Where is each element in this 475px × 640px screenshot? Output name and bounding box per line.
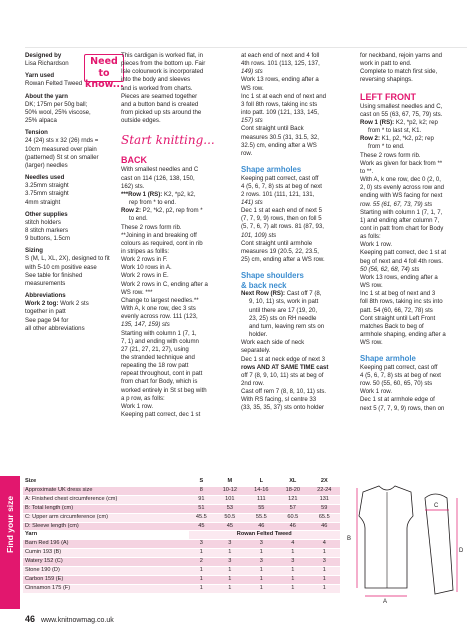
- text-line: Work 13 rows, ending after a: [360, 273, 438, 281]
- text-line: Cast off rem 7 (8, 8, 10, 11) sts.: [241, 388, 327, 396]
- text-line: 25) cm, ending after a WS row.: [241, 256, 325, 264]
- text-line: Work as given for back from **: [360, 159, 443, 167]
- measurement-row: [23, 513, 340, 522]
- badge-text: Need to know...: [85, 56, 124, 90]
- text-line: Pieces are seamed together: [121, 92, 198, 100]
- text-line: measures 19 (20.5, 22, 23.5,: [241, 247, 319, 255]
- column-2: [121, 52, 229, 419]
- need-to-know-badge: [84, 54, 124, 90]
- text-line: Change to largest needles.**: [121, 296, 199, 304]
- value-cell: 3: [214, 558, 245, 567]
- stitch-count: 149) sts: [241, 68, 263, 76]
- stitch-count: 157) sts: [241, 117, 263, 125]
- text-line: 7, 1) and ending with column: [121, 337, 199, 345]
- text-line: and a button band is created: [121, 100, 199, 108]
- text-line: Dec 1 st at neck edge of next 3: [241, 355, 326, 363]
- text-line: Keeping patt correct, cast off: [241, 174, 319, 182]
- text-line: rep from * to end.: [129, 199, 177, 207]
- page-footer: [25, 614, 114, 624]
- subsection-heading: & back neck: [241, 280, 287, 290]
- text-line: See table for finished: [25, 271, 83, 279]
- value-cell: 3: [309, 558, 340, 567]
- value-cell: 3: [246, 540, 277, 549]
- section-heading: LEFT FRONT: [360, 91, 416, 102]
- text-line: Yarn used: [25, 72, 55, 80]
- measurement-row: [23, 495, 340, 504]
- measurement-row: [23, 486, 340, 495]
- row-label-cell: Barn Red 196 (A): [23, 540, 189, 549]
- value-cell: 111: [246, 495, 277, 504]
- value-cell: 46: [309, 522, 340, 531]
- text-line: WS row.: [360, 282, 383, 290]
- yarn-row: [23, 540, 340, 549]
- text-line: WS row. ***: [121, 288, 153, 296]
- yarn-row: [23, 549, 340, 558]
- text-line: 9 buttons, 1.5cm: [25, 235, 71, 243]
- row-instruction: Cast off 7 (8,: [285, 290, 322, 298]
- value-cell: 10-12: [214, 486, 245, 495]
- value-cell: 91: [189, 495, 215, 504]
- yarn-row: [23, 567, 340, 576]
- text-line: (5, 7, 6, 7) alt rows. 81 (87, 93,: [241, 223, 324, 231]
- text-line: Work 2 rows in E.: [121, 272, 169, 280]
- value-cell: 22-24: [309, 486, 340, 495]
- value-cell: 46: [277, 522, 308, 531]
- text-line: Isle colourwork is incorporated: [121, 68, 204, 76]
- yarn-header-row: [23, 531, 340, 540]
- diagram-label-d: D: [459, 548, 464, 554]
- diagram-label-a: A: [383, 599, 388, 605]
- text-line: 8 stitch markers: [25, 226, 69, 234]
- text-line: **Joining in and breaking off: [121, 231, 197, 239]
- row-label-cell: A: Finished chest circumference (cm): [23, 495, 189, 504]
- text-line: from picked up sts around the: [121, 109, 202, 117]
- value-cell: 3: [277, 558, 308, 567]
- text-line: Cont straight until Back: [241, 125, 304, 133]
- text-line: 27 (21, 27, 21, 27), using: [121, 345, 189, 353]
- size-table: [23, 478, 340, 594]
- text-line: Dec 1 st at each end of next 5: [241, 207, 322, 215]
- text-line: Work each side of neck: [241, 339, 305, 347]
- value-cell: S: [189, 478, 215, 486]
- text-line: Rowan Felted Tweed: [25, 80, 83, 88]
- value-cell: 3: [214, 540, 245, 549]
- row-label-cell: C: Upper arm circumference (cm): [23, 513, 189, 522]
- spacer: [360, 347, 468, 354]
- text-line: 9, 10, 11) sts, work in patt: [249, 298, 319, 306]
- text-line: row. 50 (55, 60, 65, 70) sts: [360, 380, 433, 388]
- text-line: 4mm straight: [25, 198, 61, 206]
- column-1: [25, 52, 117, 333]
- text-line: for neckband, rejoin yarns and: [360, 52, 442, 59]
- text-line: next 5 (7, 7, 9, 9) rows, then on: [360, 404, 445, 412]
- header-rule: [25, 47, 467, 48]
- garment-diagram: [345, 480, 465, 605]
- text-line: 2nd row.: [241, 379, 265, 387]
- subsection-heading: Shape shoulders: [241, 271, 304, 281]
- size-header-row: [23, 478, 340, 486]
- value-cell: M: [214, 478, 245, 486]
- value-cell: 1: [277, 584, 308, 593]
- text-line: WS row.: [360, 339, 383, 347]
- row-label: Row 2:: [121, 207, 141, 215]
- text-line: With A, k one row, dec 0 (2, 0,: [360, 176, 441, 184]
- value-cell: 2: [189, 558, 215, 567]
- row-label-cell: Stone 190 (D): [23, 567, 189, 576]
- spacer: [241, 158, 354, 165]
- value-cell: 3: [189, 540, 215, 549]
- value-cell: 1: [214, 567, 245, 576]
- sleeve-outline: [425, 494, 453, 594]
- value-cell: 53: [214, 504, 245, 513]
- text-line: Designed by: [25, 52, 62, 59]
- row-label-cell: Approximate UK dress size: [23, 486, 189, 495]
- text-line: 2, 0) sts evenly across row and: [360, 184, 444, 192]
- text-line: ending with WS facing for next: [360, 192, 443, 200]
- text-line: from chart for Body, which is: [121, 378, 198, 386]
- text-line: 4th rows. 101 (113, 125, 137,: [241, 60, 320, 68]
- value-cell: 57: [277, 504, 308, 513]
- page-number: 46: [25, 614, 36, 624]
- value-cell: 46: [246, 522, 277, 531]
- text-line: the stranded technique and: [121, 354, 195, 361]
- text-line: 10cm measured over plain: [25, 145, 97, 153]
- value-cell: 1: [189, 567, 215, 576]
- text-line: 50% wool, 25% viscose,: [25, 108, 91, 116]
- row-label-cell: Cumin 193 (B): [23, 549, 189, 558]
- text-line: measurements: [25, 279, 66, 287]
- yarn-brand-cell: Rowan Felted Tweed: [189, 531, 340, 540]
- text-line: 3 foll 8th rows, taking inc sts: [241, 100, 318, 108]
- text-line: [241, 290, 354, 298]
- column-3: [241, 52, 354, 413]
- value-cell: 4: [309, 540, 340, 549]
- text-line: Inc 1 st at each end of next and: [241, 92, 327, 100]
- text-line: 24 (24) sts x 32 (26) rnds =: [25, 137, 99, 145]
- value-cell: 51: [189, 504, 215, 513]
- text-line: in stripes as follls:: [121, 247, 170, 255]
- subsection-heading: Shape armhole: [360, 354, 416, 364]
- text-line: 32.5) cm, ending after a WS: [241, 141, 317, 149]
- text-line: (patterned) St st on smaller: [25, 153, 99, 161]
- text-line: work in patt to end.: [360, 60, 412, 68]
- text-line: outside edges.: [121, 117, 161, 125]
- text-line: holder.: [249, 331, 268, 339]
- value-cell: 59: [309, 504, 340, 513]
- row-label-cell: Watery 152 (C): [23, 558, 189, 567]
- text-line: Other supplies: [25, 210, 68, 218]
- text-line: (larger) needles: [25, 161, 68, 169]
- text-line: all other abbreviations: [25, 324, 85, 332]
- text-line: S (M, L, XL, 2X), designed to fit: [25, 255, 110, 263]
- text-line: row.: [241, 149, 253, 157]
- text-line: reversing shapings.: [360, 76, 413, 84]
- text-line: together in patt: [25, 308, 66, 316]
- value-cell: 1: [214, 549, 245, 558]
- value-cell: 1: [189, 584, 215, 593]
- row-label-cell: Cinnamon 175 (F): [23, 584, 189, 593]
- text-line: to **.: [360, 167, 374, 175]
- value-cell: 55.5: [246, 513, 277, 522]
- row-label: Row 2:: [360, 135, 380, 143]
- text-line: off 7 (8, 9, 10, 11) sts at beg of: [241, 371, 324, 379]
- text-line: Abbreviations: [25, 292, 66, 300]
- row-instruction: K2, *p2, k2; rep: [394, 118, 438, 126]
- text-line: See page 94 for: [25, 316, 69, 324]
- measurement-row: [23, 522, 340, 531]
- value-cell: 1: [309, 549, 340, 558]
- row-label-cell: Carbon 159 (E): [23, 575, 189, 584]
- text-line: evenly across row. 111 (123,: [121, 313, 198, 321]
- spacer: [121, 125, 229, 132]
- text-line: [121, 207, 229, 215]
- text-line: Work 1 row.: [360, 388, 393, 396]
- value-cell: 3: [246, 558, 277, 567]
- value-cell: 1: [309, 575, 340, 584]
- text-line: from * to end.: [368, 143, 405, 151]
- value-cell: 14-16: [246, 486, 277, 495]
- text-line: These 2 rows form rib.: [121, 223, 182, 231]
- value-cell: 1: [246, 567, 277, 576]
- yarn-row: [23, 558, 340, 567]
- text-line: cast on 114 (126, 138, 150,: [121, 174, 195, 182]
- text-line: 23, 25) sts on RH needle: [249, 314, 317, 322]
- text-line: With smallest needles and C: [121, 166, 199, 174]
- text-line: beg of next and 4 foll 4th rows.: [360, 257, 443, 265]
- value-cell: 1: [246, 549, 277, 558]
- text-line: 1) and ending after column 7,: [360, 216, 440, 224]
- value-cell: 4: [277, 540, 308, 549]
- start-knitting-heading: Start knitting...: [121, 133, 215, 148]
- value-cell: 1: [277, 549, 308, 558]
- row-label: Row 1 (RS):: [360, 118, 395, 126]
- text-line: to end.: [129, 215, 148, 223]
- value-cell: XL: [277, 478, 308, 486]
- row-label: ***Row 1 (RS):: [121, 190, 163, 198]
- value-cell: 1: [214, 575, 245, 584]
- stitch-count: row. 55 (61, 67, 73, 79) sts: [360, 200, 433, 208]
- stitch-count: 141) sts: [241, 199, 263, 206]
- side-tab-label: Find your size: [5, 495, 15, 553]
- text-line: armhole shaping, ending after a: [360, 331, 446, 338]
- text-line: Lisa Richardson: [25, 60, 69, 68]
- text-line: Work 10 rows in A.: [121, 264, 172, 272]
- text-line: cast on 55 (63, 67, 75, 79) sts.: [360, 110, 443, 118]
- value-cell: 121: [277, 495, 308, 504]
- text-line: Tension: [25, 129, 48, 137]
- text-line: DK; 175m per 50g ball;: [25, 100, 88, 108]
- text-line: into the body and sleeves: [121, 76, 191, 84]
- value-cell: 2X: [309, 478, 340, 486]
- text-line: repeating the 18 row patt: [121, 362, 189, 370]
- stitch-count: 135, 147, 159) sts: [121, 321, 170, 329]
- text-line: from * to last st, K1.: [368, 127, 422, 135]
- text-line: with 5-10 cm positive ease: [25, 263, 97, 271]
- value-cell: 1: [277, 575, 308, 584]
- text-line: 162) sts.: [121, 182, 145, 190]
- find-your-size-tab: [0, 476, 20, 609]
- yarn-row: [23, 575, 340, 584]
- row-instruction: K2, *p2, k2,: [162, 190, 196, 198]
- text-line: (33, 35, 35, 37) sts onto holder: [241, 404, 324, 412]
- text-line: stitch holders: [25, 218, 61, 226]
- text-line: [25, 300, 117, 308]
- subsection-heading: Shape armholes: [241, 165, 302, 175]
- text-line: Cont straight until armhole: [241, 239, 313, 247]
- value-cell: 1: [309, 584, 340, 593]
- text-line: Needles used: [25, 174, 65, 182]
- text-line: cont in patt from chart for Body: [360, 224, 444, 232]
- value-cell: 1: [214, 584, 245, 593]
- value-cell: 55: [246, 504, 277, 513]
- value-cell: L: [246, 478, 277, 486]
- text-line: About the yarn: [25, 92, 68, 100]
- text-line: With A, k one row, dec 3 sts: [121, 305, 196, 313]
- text-line: Sizing: [25, 247, 43, 255]
- text-line: until there are 17 (19, 20,: [249, 306, 318, 314]
- text-line: pieces from the bottom up. Fair: [121, 60, 206, 68]
- text-line: 4 (5, 6, 7, 8) sts at beg of next: [360, 371, 441, 379]
- value-cell: 45.5: [189, 513, 215, 522]
- text-line: patt. 54 (60, 66, 72, 78) sts: [360, 306, 433, 314]
- text-line: Keeping patt correct, dec 1 st: [121, 411, 201, 419]
- text-line: a p row, as folls:: [121, 394, 165, 402]
- text-line: 4 (5, 6, 7, 8) sts at beg of next: [241, 182, 322, 190]
- text-line: 3.75mm straight: [25, 190, 69, 198]
- text-line: repeat throughout, cont in patt: [121, 370, 203, 378]
- value-cell: 8: [189, 486, 215, 495]
- value-cell: 1: [277, 567, 308, 576]
- text-line: into patt. 109 (121, 133, 145,: [241, 109, 319, 117]
- stitch-count: 101, 109) sts: [241, 231, 277, 239]
- value-cell: 1: [309, 567, 340, 576]
- text-line: as folls:: [360, 233, 381, 241]
- text-line: colours as required, cont in rib: [121, 239, 203, 247]
- value-cell: 1: [246, 575, 277, 584]
- row-label-cell: Size: [23, 478, 189, 486]
- value-cell: 65.5: [309, 513, 340, 522]
- diagram-label-c: C: [434, 503, 439, 509]
- text-line: separately.: [241, 347, 271, 355]
- text-line: Starting with column 1 (7, 1,: [121, 329, 197, 337]
- row-label: Next Row (RS):: [241, 290, 286, 298]
- diagram-label-b: B: [347, 536, 352, 542]
- spacer: [241, 264, 354, 271]
- value-cell: 45: [189, 522, 215, 531]
- measurement-row: [23, 504, 340, 513]
- value-cell: 1: [246, 584, 277, 593]
- value-cell: 1: [189, 549, 215, 558]
- text-line: and turn, leaving rem sts on: [249, 322, 325, 330]
- text-line: Keeping patt correct, cast off: [360, 363, 438, 371]
- value-cell: 101: [214, 495, 245, 504]
- text-line: Cont straight until Left Front: [360, 314, 436, 322]
- spacer: [121, 148, 229, 155]
- text-line: Work 2 rows in F.: [121, 256, 168, 264]
- cardigan-outline: [359, 486, 413, 588]
- value-cell: 131: [309, 495, 340, 504]
- section-heading: BACK: [121, 155, 147, 166]
- text-line: Work 2 rows in C, ending after a: [121, 280, 208, 288]
- text-line: Inc 1 st at beg of next and 3: [360, 290, 436, 298]
- text-line: rows AND AT SAME TIME cast: [241, 363, 329, 371]
- text-line: Dec 1 st at armhole edge of: [360, 396, 435, 404]
- text-line: measures 30.5 (31, 31.5, 32,: [241, 133, 319, 141]
- text-line: 3.25mm straight: [25, 182, 69, 190]
- text-line: 2 rows. 101 (111, 121, 131,: [241, 190, 315, 198]
- text-line: matches Back to beg of: [360, 322, 424, 330]
- text-line: Work 1 row.: [121, 402, 154, 410]
- column-4: [360, 52, 468, 413]
- text-line: at each end of next and 4 foll: [241, 52, 320, 59]
- row-label-cell: D: Sleeve length (cm): [23, 522, 189, 531]
- text-line: (7, 7, 9, 9) rows, then on foll 5: [241, 215, 322, 223]
- text-line: foll 8th rows, taking inc sts into: [360, 298, 443, 306]
- stitch-count: 50 (56, 62, 68, 74) sts: [360, 265, 420, 273]
- text-line: Using smallest needles and C,: [360, 102, 443, 110]
- text-line: [360, 119, 468, 127]
- value-cell: 45: [214, 522, 245, 531]
- row-label-cell: B: Total length (cm): [23, 504, 189, 513]
- text-line: Complete to match first side,: [360, 68, 438, 76]
- value-cell: 60.5: [277, 513, 308, 522]
- text-line: worked entirely in St st beg with: [121, 386, 207, 394]
- spacer: [360, 85, 468, 92]
- text-line: With RS facing, sl centre 33: [241, 396, 317, 404]
- row-instruction: Work 2 sts: [58, 300, 89, 308]
- value-cell: 1: [189, 575, 215, 584]
- value-cell: 50.5: [214, 513, 245, 522]
- text-line: 25% alpaca: [25, 117, 57, 125]
- row-instruction: P2, *k2, p2, rep from *: [140, 207, 203, 215]
- row-label: Work 2 tog:: [25, 300, 59, 308]
- value-cell: 18-20: [277, 486, 308, 495]
- text-line: and is worked from charts.: [121, 84, 193, 92]
- yarn-header-label: Yarn: [23, 531, 189, 540]
- row-instruction: K1, p2, *k2, p2; rep: [379, 135, 434, 143]
- text-line: Starting with column 1 (7, 1, 7,: [360, 208, 443, 216]
- text-line: [360, 135, 468, 143]
- text-line: These 2 rows form rib.: [360, 151, 421, 159]
- text-line: [121, 191, 229, 199]
- text-line: This cardigan is worked flat, in: [121, 52, 203, 59]
- yarn-row: [23, 584, 340, 593]
- website-link[interactable]: www.knitnowmag.co.uk: [40, 617, 114, 624]
- text-line: Work 13 rows, ending after a: [241, 76, 319, 84]
- text-line: Keeping patt correct, dec 1 st at: [360, 249, 447, 257]
- text-line: Work 1 row.: [360, 241, 393, 249]
- text-line: WS row.: [241, 84, 264, 92]
